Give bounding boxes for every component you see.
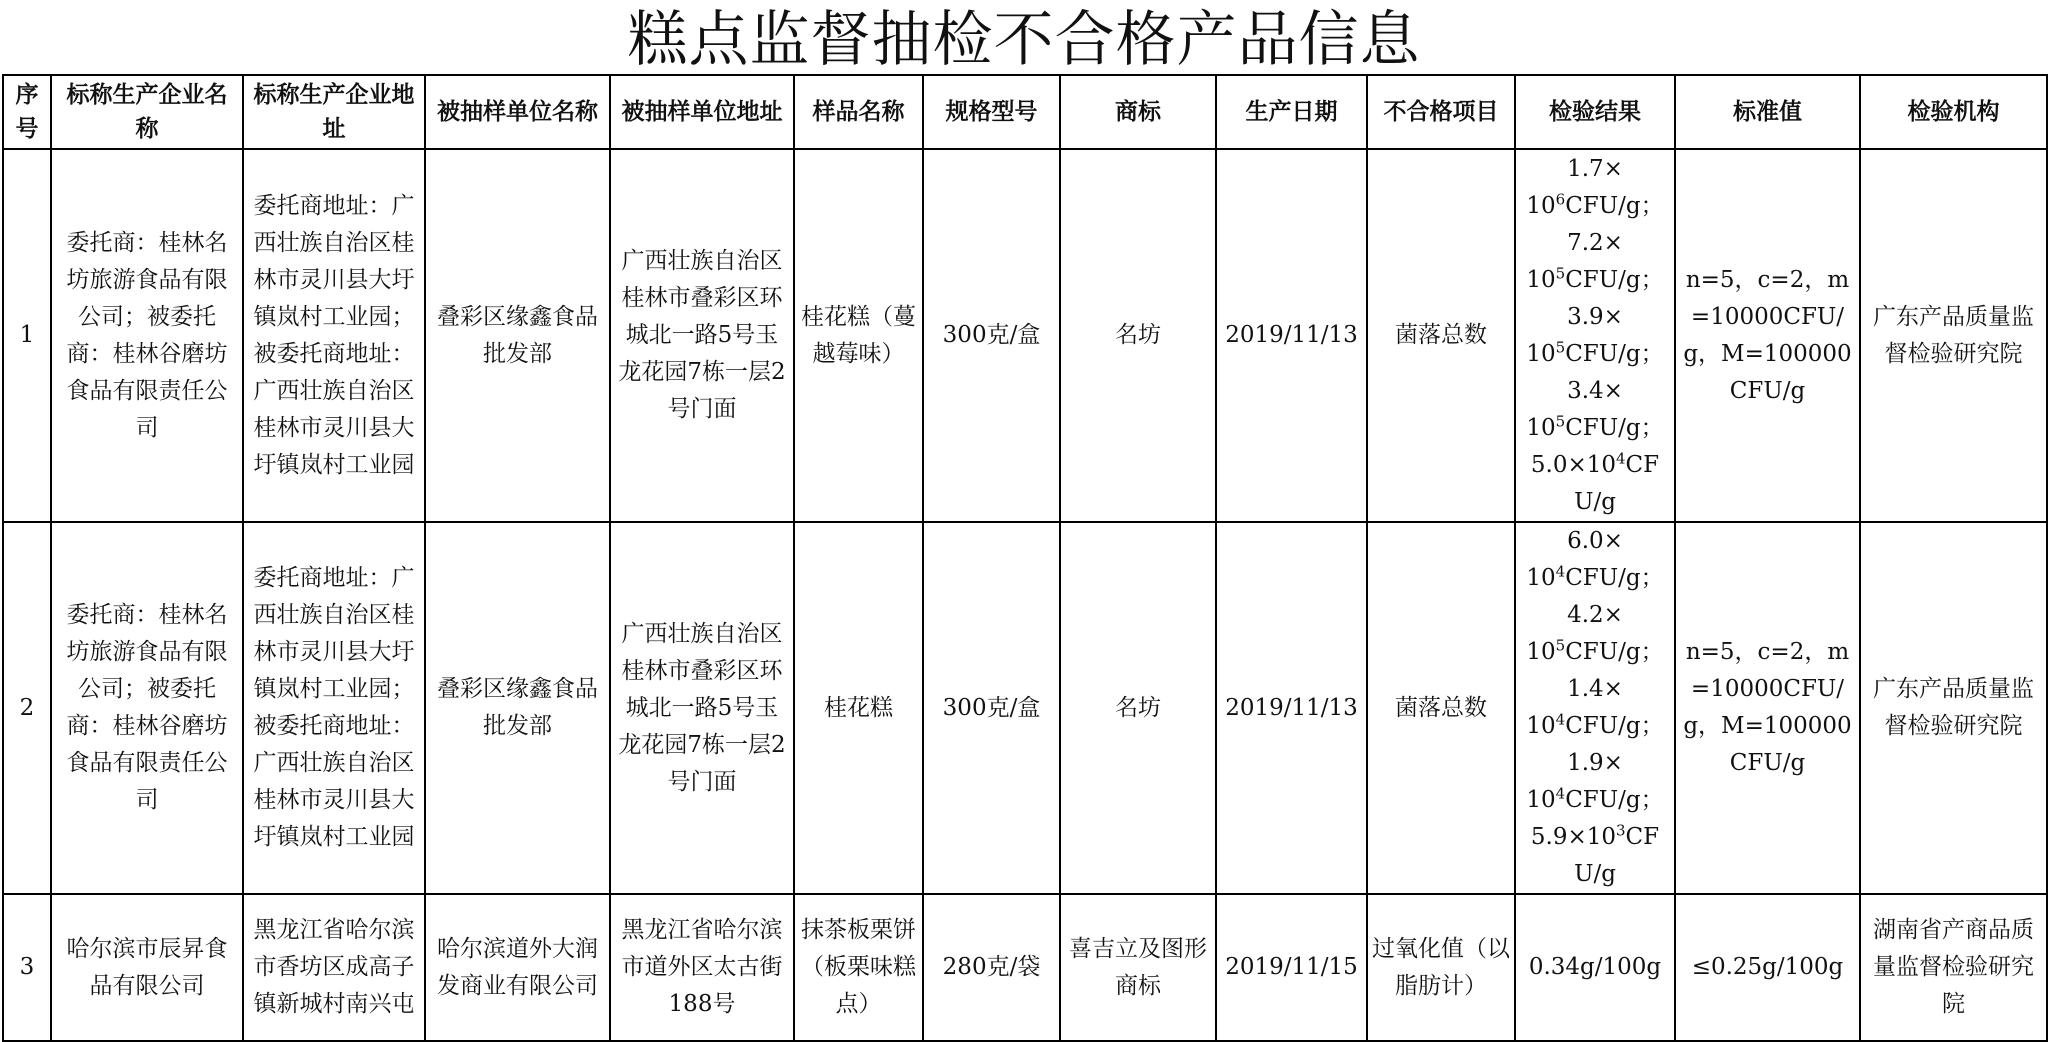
result-cell [1515, 149, 1675, 522]
result-line-part1: 1.4× [1567, 676, 1623, 702]
product-cell: 桂花糕（蔓越莓味） [794, 149, 923, 522]
serial-cell: 3 [3, 894, 51, 1041]
header-cell: 被抽样单位地址 [610, 75, 794, 149]
sampled-address-cell: 广西壮族自治区桂林市叠彩区环城北一路5号玉龙花园7栋一层2号门面 [610, 149, 794, 522]
header-cell: 标准值 [1675, 75, 1860, 149]
result-line-part2: $10^5CFU/g$； [1526, 411, 1664, 441]
producer-address-cell: 委托商地址：广西壮族自治区桂林市灵川县大圩镇岚村工业园；被委托商地址：广西壮族自治区桂林市灵川县大圩镇岚村工业园 [243, 149, 425, 522]
result-line-last: $5.0\times 10^4CFU/g$ [1530, 448, 1660, 515]
unqualified-products-table [2, 74, 2048, 1042]
result-line-part2: $10^5CFU/g$； [1526, 337, 1664, 367]
table-row [3, 522, 2047, 894]
result-line-part2: $10^6CFU/g$； [1526, 189, 1664, 219]
producer-cell: 委托商：桂林名坊旅游食品有限公司；被委托商：桂林谷磨坊食品有限责任公司 [51, 522, 243, 894]
brand-cell: 名坊 [1060, 149, 1216, 522]
result-line-part2: $10^4CFU/g$； [1526, 710, 1664, 739]
header-cell: 生产日期 [1216, 75, 1367, 149]
header-cell: 序号 [3, 75, 51, 149]
header-cell: 商标 [1060, 75, 1216, 149]
result-line-part1: 4.2× [1567, 602, 1623, 628]
item-cell: 菌落总数 [1367, 522, 1515, 894]
product-cell: 桂花糕 [794, 522, 923, 894]
result-cell [1515, 522, 1675, 894]
sampled-address-cell: 广西壮族自治区桂林市叠彩区环城北一路5号玉龙花园7栋一层2号门面 [610, 522, 794, 894]
result-line-last: $5.9\times 10^3CFU/g$ [1530, 821, 1660, 887]
header-cell: 被抽样单位名称 [425, 75, 610, 149]
standard-cell: n=5，c=2，m=10000CFU/g，M=100000CFU/g [1675, 522, 1860, 894]
serial-cell: 2 [3, 522, 51, 894]
header-cell: 规格型号 [923, 75, 1060, 149]
result-line-part1: 1.9× [1567, 750, 1623, 776]
standard-cell: ≤0.25g/100g [1675, 894, 1860, 1041]
sampled-address-cell: 黑龙江省哈尔滨市道外区太古街188号 [610, 894, 794, 1041]
lab-cell: 广东产品质量监督检验研究院 [1860, 149, 2047, 522]
result-line-part1: 3.9× [1567, 303, 1623, 330]
spec-cell: 300克/盒 [923, 522, 1060, 894]
serial-cell: 1 [3, 149, 51, 522]
header-cell: 检验机构 [1860, 75, 2047, 149]
date-cell: 2019/11/13 [1216, 149, 1367, 522]
result-line-part1: 6.0× [1567, 528, 1623, 554]
brand-cell: 名坊 [1060, 522, 1216, 894]
item-cell: 菌落总数 [1367, 149, 1515, 522]
producer-address-cell: 委托商地址：广西壮族自治区桂林市灵川县大圩镇岚村工业园；被委托商地址：广西壮族自治区桂林市灵川县大圩镇岚村工业园 [243, 522, 425, 894]
header-cell: 标称生产企业地址 [243, 75, 425, 149]
result-cell: 0.34g/100g [1515, 894, 1675, 1041]
lab-cell: 广东产品质量监督检验研究院 [1860, 522, 2047, 894]
date-cell: 2019/11/15 [1216, 894, 1367, 1041]
sampled-unit-cell: 叠彩区缘鑫食品批发部 [425, 149, 610, 522]
brand-cell: 喜吉立及图形商标 [1060, 894, 1216, 1041]
header-cell: 样品名称 [794, 75, 923, 149]
standard-cell: n=5，c=2，m=10000CFU/g，M=100000CFU/g [1675, 149, 1860, 522]
result-line-part2: $10^4CFU/g$； [1526, 784, 1664, 813]
header-cell: 检验结果 [1515, 75, 1675, 149]
result-line-part2: $10^5CFU/g$； [1526, 636, 1664, 665]
page-title: 糕点监督抽检不合格产品信息 [627, 5, 1421, 75]
sampled-unit-cell: 哈尔滨道外大润发商业有限公司 [425, 894, 610, 1041]
lab-cell: 湖南省产商品质量监督检验研究院 [1860, 894, 2047, 1041]
table-row [3, 894, 2047, 1041]
result-line-part2: $10^4CFU/g$； [1526, 562, 1664, 591]
date-cell: 2019/11/13 [1216, 522, 1367, 894]
result-line-part2: $10^5CFU/g$； [1526, 263, 1664, 293]
item-cell: 过氧化值（以脂肪计） [1367, 894, 1515, 1041]
result-line-part1: 3.4× [1567, 377, 1623, 404]
table-header-row [3, 75, 2047, 149]
producer-address-cell: 黑龙江省哈尔滨市香坊区成高子镇新城村南兴屯 [243, 894, 425, 1041]
header-cell: 不合格项目 [1367, 75, 1515, 149]
spec-cell: 280克/袋 [923, 894, 1060, 1041]
spec-cell: 300克/盒 [923, 149, 1060, 522]
product-cell: 抹茶板栗饼（板栗味糕点） [794, 894, 923, 1041]
table-row [3, 149, 2047, 522]
sampled-unit-cell: 叠彩区缘鑫食品批发部 [425, 522, 610, 894]
result-line-part1: 1.7× [1567, 155, 1623, 182]
producer-cell: 委托商：桂林名坊旅游食品有限公司；被委托商：桂林谷磨坊食品有限责任公司 [51, 149, 243, 522]
header-cell: 标称生产企业名称 [51, 75, 243, 149]
result-line-part1: 7.2× [1567, 229, 1623, 256]
producer-cell: 哈尔滨市辰昇食品有限公司 [51, 894, 243, 1041]
